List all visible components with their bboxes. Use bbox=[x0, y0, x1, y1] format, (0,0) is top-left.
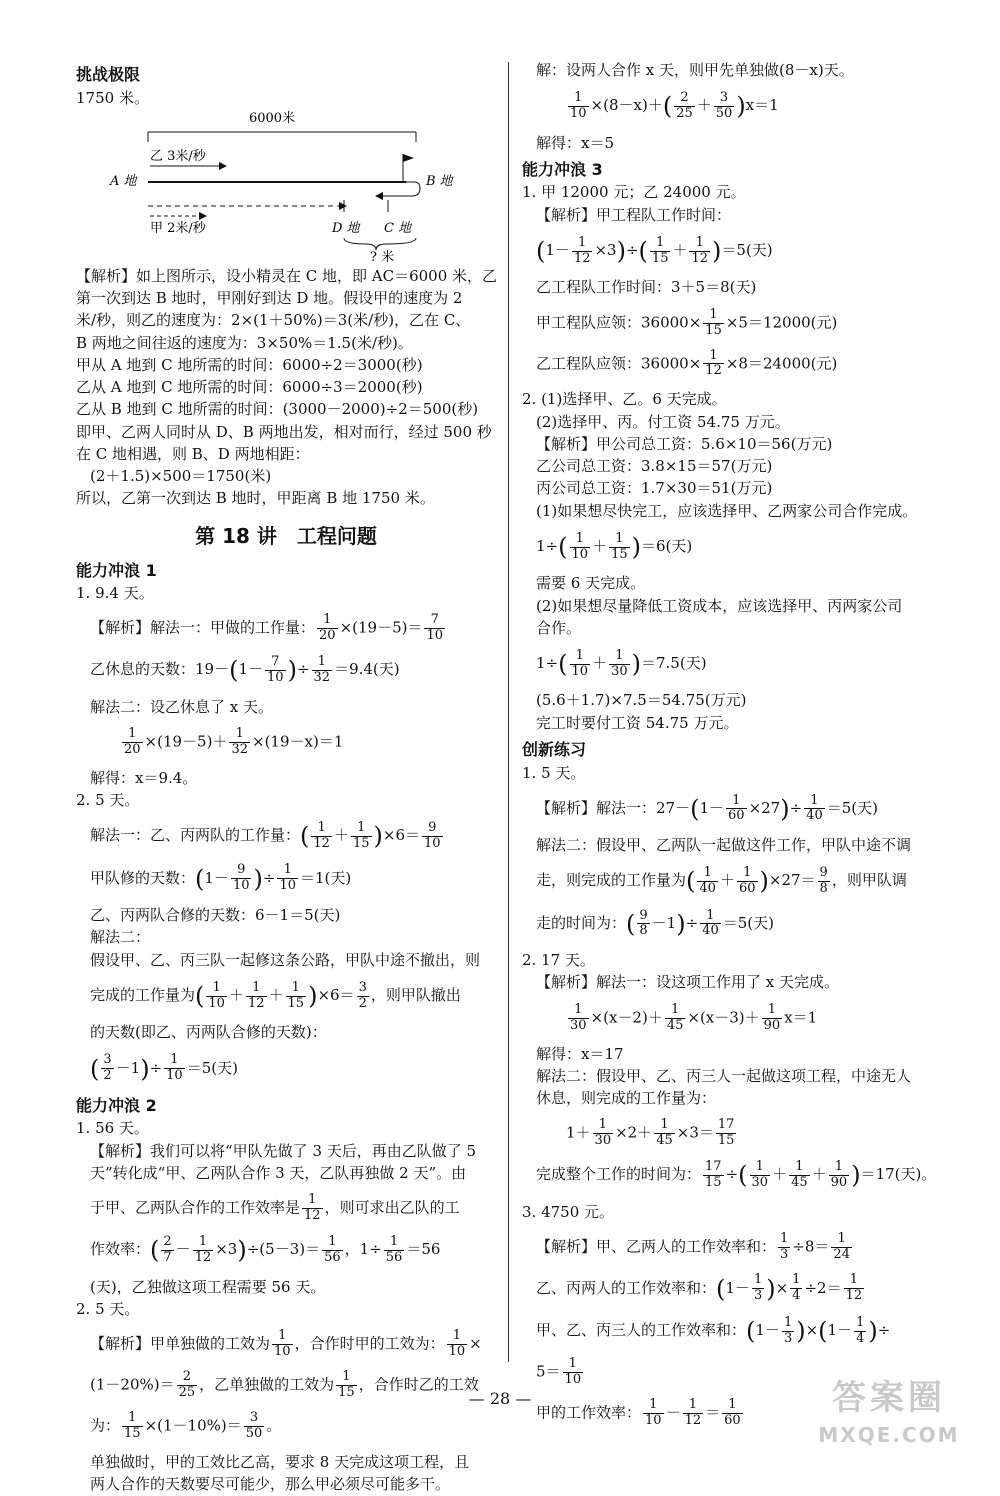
calc-line: (2＋1.5)×500＝1750(米) bbox=[90, 467, 272, 486]
analysis-line: (天)，乙独做这项工程需要 56 天。 bbox=[90, 1277, 326, 1296]
right-column bbox=[522, 58, 952, 1439]
equation-line: 1÷( $\frac{1}{10}$ ＋ $\frac{1}{15}$ )＝6(天) bbox=[536, 530, 693, 562]
analysis-line: 米/秒，则乙的速度为：2×(1＋50%)＝3(米/秒)，乙在 C、 bbox=[76, 311, 471, 330]
analysis-line: 走，则完成的工作量为( $\frac{1}{40}$ ＋ $\frac{1}{60}$ )×27＝ $\frac{9}{8}$ ，则甲队调 bbox=[536, 865, 907, 897]
conclusion-line: 所以，乙第一次到达 B 地时，甲距离 B 地 1750 米。 bbox=[76, 489, 435, 508]
analysis-line: 休息，则完成的工作量为： bbox=[536, 1089, 717, 1108]
analysis-line: 甲工程队应领：36000× $\frac{1}{15}$ ×5＝12000(元) bbox=[536, 306, 838, 338]
analysis-line: 解法二：假设甲、乙、丙三人一起做这项工程，中途无人 bbox=[536, 1066, 912, 1085]
column-divider bbox=[508, 62, 509, 1362]
section-heading-challenge: 挑战极限 bbox=[76, 65, 141, 84]
analysis-line: 第一次到达 B 地时，甲刚好到达 D 地。假设甲的速度为 2 bbox=[76, 289, 463, 308]
section-heading-s2: 能力冲浪 2 bbox=[76, 1095, 157, 1115]
analysis-line: (2)如果想尽量降低工资成本，应该选择甲、丙两家公司 bbox=[536, 596, 903, 615]
analysis-line: 乙工程队工作时间：3＋5＝8(天) bbox=[536, 278, 757, 297]
answer-line: 2. (1)选择甲、乙。6 天完成。 bbox=[522, 390, 727, 409]
answer-line: 2. 5 天。 bbox=[76, 791, 140, 810]
analysis-line: B 两地之间往返的速度为：3×50%＝1.5(米/秒)。 bbox=[76, 333, 413, 352]
analysis-line: 【解析】甲公司总工资：5.6×10＝56(万元) bbox=[536, 434, 833, 453]
analysis-line: 于甲、乙两队合作的工作效率是 $\frac{1}{12}$ ，则可求出乙队的工 bbox=[90, 1192, 460, 1224]
answer-line: 1. 9.4 天。 bbox=[76, 584, 154, 603]
answer-line: 1. 甲 12000 元；乙 24000 元。 bbox=[522, 183, 746, 202]
answer-line: 2. 17 天。 bbox=[522, 951, 595, 970]
analysis-line: 走的时间为：( $\frac{9}{8}$ －1)÷ $\frac{1}{40}$ ＝5(天) bbox=[536, 907, 774, 939]
solution-line: 解法一：乙、丙两队的工作量：( $\frac{1}{12}$ ＋ $\frac{1}{15}$ )×6＝ $\frac{9}{10}$ bbox=[90, 820, 441, 852]
analysis-line: 【解析】甲工程队工作时间： bbox=[536, 205, 732, 224]
distance-diagram bbox=[76, 110, 496, 262]
answer-line: 1. 5 天。 bbox=[522, 763, 586, 782]
analysis-line: 甲、乙、丙三人的工作效率和：(1－ $\frac{1}{3}$ )×(1－ $\frac{1}{4}$ )÷ bbox=[536, 1314, 891, 1346]
solution-line: 乙、丙两队合修的天数：6－1＝5(天) bbox=[90, 906, 341, 925]
distance-diagram-svg bbox=[76, 110, 496, 262]
analysis-line: (1－20%)＝ $\frac{2}{25}$ ，乙单独做的工效为 $\frac{1}{15}$ ，合作时乙的工效 bbox=[90, 1368, 479, 1400]
result-line: 解得：x＝9.4。 bbox=[90, 768, 198, 787]
section-heading-s3: 能力冲浪 3 bbox=[522, 159, 603, 179]
equation-line: 1÷( $\frac{1}{10}$ ＋ $\frac{1}{30}$ )＝7.5(天) bbox=[536, 647, 707, 679]
analysis-line: 两人合作的天数要尽可能少，那么甲必须尽可能多干。 bbox=[90, 1474, 451, 1493]
equation-line: $\frac{1}{30}$ ×(x－2)＋ $\frac{1}{45}$ ×(x－3)＋ $\frac{1}{90}$ x＝1 bbox=[570, 1001, 818, 1033]
answer-line: 1750 米。 bbox=[76, 88, 149, 107]
yi-return-path bbox=[376, 182, 420, 196]
analysis-line: (1)如果想尽快完工，应该选择甲、乙两家公司合作完成。 bbox=[536, 501, 918, 520]
analysis-line: 完工时要付工资 54.75 万元。 bbox=[536, 713, 739, 732]
analysis-line: 在 C 地相遇，则 B、D 两地相距： bbox=[76, 444, 310, 463]
answer-line: 3. 4750 元。 bbox=[522, 1202, 615, 1221]
answer-line: 1. 56 天。 bbox=[76, 1119, 149, 1138]
analysis-line: 单独做时，甲的工效比乙高，要求 8 天完成这项工程，且 bbox=[90, 1452, 470, 1471]
jia-speed-label: 甲 2米/秒 bbox=[150, 220, 206, 236]
unknown-distance-label: ? 米 bbox=[370, 249, 395, 262]
analysis-line: 需要 6 天完成。 bbox=[536, 574, 646, 593]
analysis-line: (5.6＋1.7)×7.5＝54.75(万元) bbox=[536, 691, 747, 710]
analysis-line: 乙公司总工资：3.8×15＝57(万元) bbox=[536, 457, 773, 476]
analysis-line: 【解析】甲、乙两人的工作效率和： $\frac{1}{3}$ ÷8＝ $\frac{1}{24}$ bbox=[536, 1230, 850, 1262]
analysis-line: 【解析】如上图所示，设小精灵在 C 地，即 AC＝6000 米，乙 bbox=[76, 266, 498, 285]
analysis-line: 完成整个工作的时间为： $\frac{17}{15}$ ÷( $\frac{1}{30}$ ＋ $\frac{1}{45}$ ＋ $\frac{1}{90}$ )＝17(天)。 bbox=[536, 1158, 937, 1190]
equation-line: $\frac{1}{10}$ ×(8－x)＋( $\frac{2}{25}$ ＋ $\frac{3}{50}$ )x＝1 bbox=[570, 90, 779, 121]
flag-icon bbox=[403, 154, 414, 162]
analysis-line: 天”转化成“甲、乙两队合作 3 天，乙队再独做 2 天”。由 bbox=[90, 1163, 467, 1182]
lecture-title: 第 18 讲 工程问题 bbox=[195, 523, 377, 548]
result-line: 解得：x＝5 bbox=[536, 133, 615, 152]
watermark-bottom: MXQE.COM bbox=[818, 1422, 960, 1447]
analysis-line: 5＝ $\frac{1}{10}$ bbox=[536, 1356, 582, 1388]
analysis-line: 合作。 bbox=[536, 618, 582, 637]
analysis-line: 乙工程队应领：36000× $\frac{1}{12}$ ×8＝24000(元) bbox=[536, 347, 838, 379]
equation-line: $\frac{1}{20}$ ×(19－5)＋ $\frac{1}{32}$ ×(19－x)＝1 bbox=[124, 725, 344, 757]
solution-line: 的天数(即乙、丙两队合修的天数)： bbox=[90, 1023, 327, 1042]
watermark-top: 答案圈 bbox=[832, 1378, 946, 1418]
yi-speed-label: 乙 3米/秒 bbox=[150, 148, 206, 164]
analysis-line: 【解析】甲单独做的工效为 $\frac{1}{10}$ ，合作时甲的工效为： $\frac{1}{10}$ × bbox=[90, 1328, 482, 1359]
analysis-line: 乙从 B 地到 C 地所需的时间：(3000－2000)÷2＝500(秒) bbox=[76, 400, 479, 419]
analysis-line: 解法二：假设甲、乙两队一起做这件工作，甲队中途不调 bbox=[536, 836, 912, 855]
analysis-line: 为： $\frac{1}{15}$ ×(1－10%)＝ $\frac{3}{50}$ 。 bbox=[90, 1409, 282, 1441]
answer-line: (2)选择甲、丙。付工资 54.75 万元。 bbox=[536, 412, 790, 431]
analysis-line: 丙公司总工资：1.7×30＝51(万元) bbox=[536, 479, 773, 498]
unknown-brace bbox=[344, 238, 416, 250]
analysis-line: 乙、丙两人的工作效率和：(1－ $\frac{1}{3}$ )× $\frac{1}{4}$ ÷2＝ $\frac{1}{12}$ bbox=[536, 1272, 863, 1304]
point-b-label: B 地 bbox=[426, 173, 453, 189]
analysis-line: 甲从 A 地到 C 地所需的时间：6000÷2＝3000(秒) bbox=[76, 355, 423, 374]
analysis-line: 【解析】解法一：设这项工作用了 x 天完成。 bbox=[536, 973, 839, 992]
analysis-line: 甲的工作效率： $\frac{1}{10}$ － $\frac{1}{12}$ ＝ $\frac{1}{60}$ bbox=[536, 1397, 741, 1429]
left-column bbox=[76, 58, 496, 1496]
analysis-line: 【解析】解法一：27－(1－ $\frac{1}{60}$ ×27)÷ $\frac{1}{40}$ ＝5(天) bbox=[536, 792, 878, 824]
answer-line: 2. 5 天。 bbox=[76, 1299, 140, 1318]
solution-line: 解：设两人合作 x 天，则甲先单独做(8－x)天。 bbox=[536, 61, 854, 79]
section-heading-cx: 创新练习 bbox=[522, 739, 587, 759]
page-number: — 28 — bbox=[468, 1389, 532, 1408]
solution-line: 甲队修的天数：(1－ $\frac{9}{10}$ )÷ $\frac{1}{10}$ ＝1(天) bbox=[90, 862, 352, 894]
watermark-logo bbox=[804, 1376, 974, 1449]
solution-line: 解法二：设乙休息了 x 天。 bbox=[90, 697, 273, 716]
solution-line: ( $\frac{3}{2}$ －1)÷ $\frac{1}{10}$ ＝5(天) bbox=[90, 1052, 238, 1084]
point-c-label: C 地 bbox=[384, 220, 412, 236]
point-d-label: D 地 bbox=[332, 220, 360, 236]
analysis-line: 【解析】我们可以将“甲队先做了 3 天后，再由乙队做了 5 bbox=[90, 1141, 477, 1160]
result-line: 解得：x＝17 bbox=[536, 1044, 624, 1063]
analysis-line: 即甲、乙两人同时从 D、B 两地出发，相对而行，经过 500 秒 bbox=[76, 422, 492, 441]
equation-line: 1＋ $\frac{1}{30}$ ×2＋ $\frac{1}{45}$ ×3＝ $\frac{17}{15}$ bbox=[566, 1117, 735, 1149]
solution-line: 乙休息的天数：19－(1－ $\frac{7}{10}$ )÷ $\frac{1}{32}$ ＝9.4(天) bbox=[90, 654, 400, 686]
solution-line: 解法二： bbox=[90, 928, 151, 947]
equation-line: (1－ $\frac{1}{12}$ ×3)÷( $\frac{1}{15}$ ＋ $\frac{1}{12}$ )＝5(天) bbox=[536, 234, 773, 266]
analysis-line: 作效率：( $\frac{2}{7}$ － $\frac{1}{12}$ ×3)÷(5－3)＝ $\frac{1}{56}$ ，1÷ $\frac{1}{56}$ ＝56 bbox=[90, 1233, 441, 1265]
analysis-line: 乙从 A 地到 C 地所需的时间：6000÷3＝2000(秒) bbox=[76, 378, 423, 397]
section-heading-s1: 能力冲浪 1 bbox=[76, 560, 157, 580]
solution-line: 完成的工作量为( $\frac{1}{10}$ ＋ $\frac{1}{12}$ ＋ $\frac{1}{15}$ )×6＝ $\frac{3}{2}$ ，则甲队撤出 bbox=[90, 979, 461, 1011]
point-a-label: A 地 bbox=[110, 173, 137, 189]
solution-line: 【解析】解法一：甲做的工作量： $\frac{1}{20}$ ×(19－5)＝ $\frac{7}{10}$ bbox=[90, 612, 444, 644]
total-distance-label: 6000米 bbox=[248, 110, 296, 126]
solution-line: 假设甲、乙、丙三队一起修这条公路，甲队中途不撤出，则 bbox=[90, 950, 481, 969]
